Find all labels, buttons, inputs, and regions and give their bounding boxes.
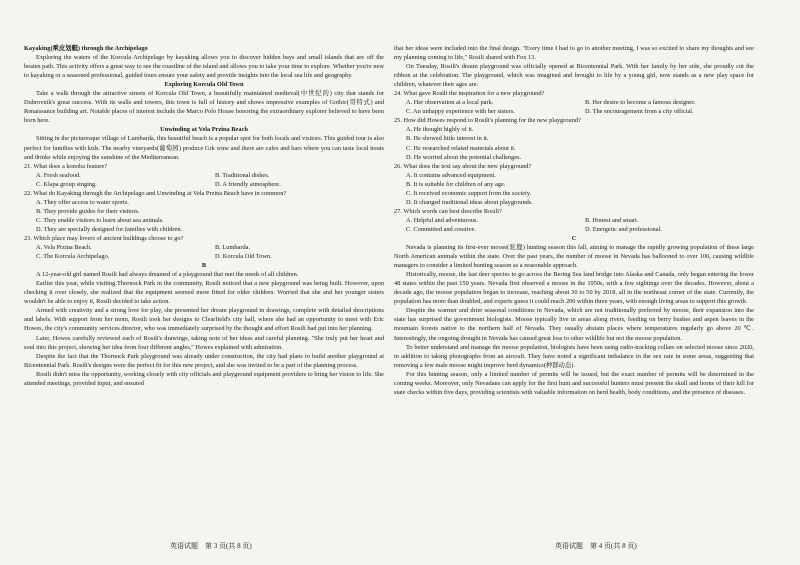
option: D. Korcula Old Town. [215, 253, 272, 261]
paragraph-c5: For this hunting season, only a limited number of permits will be issued, but the exact number of permits will be determined in the coming weeks. Moreover, only Nevadans can apply for the first hunt and successful hunters must present the skull and horns of their kill for state checks within five days, providing scientists with valuable information on herd health, body conditions, and the presence of diseases. [394, 370, 754, 396]
option: D. They are specially designed for families with children. [36, 225, 183, 233]
option: C. The Korcula Archipelago. [36, 253, 110, 261]
option: D. Energetic and professional. [585, 225, 662, 233]
section-b-heading: B [201, 262, 207, 270]
paragraph-b5: Despite the fact that the Thornock Park playground was already under construction, the city had plans to build another playground at Bicentennial Park. Rosili's designs were the perfect fit for this new project, and she was invited to be a part of the planning process. [24, 352, 384, 369]
page-footer-4: 英语试题 第 4 页(共 8 页) [555, 542, 637, 550]
option: B. It is suitable for children of any age. [406, 180, 506, 188]
heading-kayaking: Kayaking(乘皮划艇) through the Archipelago [24, 45, 148, 52]
option: B. He showed little interest in it. [406, 135, 489, 143]
options-23 [24, 243, 384, 261]
options-24 [394, 98, 754, 116]
option: A. Vela Przina Beach. [36, 244, 92, 252]
paragraph-b2: Earlier this year, while visiting Thornock Park in the community, Rosili noticed that a new playground was being built. However, upon checking it over closely, she realized that the equipment seemed more fitted for older children. Worried that she and her younger sisters wouldn't be able to enjoy it, Rosili decided to take action. [24, 280, 384, 306]
page-footer-3: 英语试题 第 3 页(共 8 页) [170, 542, 252, 550]
options-25 [394, 125, 754, 161]
heading-old-town: Exploring Korcula Old Town [164, 81, 244, 89]
question-21: 21. What does a konoba feature? [24, 162, 108, 170]
question-27: 27. Which words can best describe Rosili? [394, 207, 502, 215]
question-22: 22. What do Kayaking through the Archipelago and Unwinding at Vela Przina Beach have in common? [24, 189, 287, 197]
paragraph-old-town: Take a walk through the attractive streets of Korcula Old Town, a beautifully maintained medieval(中世纪的) city that stands for Dubrovnik's great success. With its walls and towers, this town is full of history and shows impressive examples of Gothic(哥特式) and Renaissance building art. Notable places of interest include the Marco Polo House honoring the extraordinary explorer believed to have been born here. [24, 90, 384, 125]
section-c-heading: C [571, 234, 577, 242]
question-25: 25. How did Howes respond to Rosili's planning for the new playground? [394, 117, 581, 125]
option: B. Traditional dishes. [215, 171, 270, 179]
option: B. Lumbarda. [215, 244, 251, 252]
question-23: 23. Which place may lovers of ancient buildings choose to go? [24, 234, 184, 242]
option: B. Honest and smart. [585, 216, 639, 224]
paragraph-r1: that her ideas were included into the final design. "Every time I had to go to another meeting, I was so excited to share my thoughts and see my planning coming to life," Rosili shared with Fox 13. [394, 45, 754, 62]
options-26 [394, 171, 754, 207]
option: A. They offer access to water sports. [36, 198, 129, 206]
paragraph-kayaking: Exploring the waters of the Korcula Archipelago by kayaking allows you to discover hidden bays and small islands that are off the beaten path. This activity offers a great way to see the coastline of the island and allows you to take your time to explore. Whether you're new to kayaking or a seasoned professional, guided tours ensure your safety and provide insights into the local sea life and geography. [24, 54, 384, 80]
paragraph-b4: Later, Howes carefully reviewed each of Rosili's drawings, taking note of her ideas and careful planning. "She truly put her heart and soul into this project, showing her idea from four different angles," Howes explained with admiration. [24, 334, 384, 351]
option: A. It contains advanced equipment. [406, 171, 496, 179]
paragraph-beach: Sitting in the picturesque village of Lumbarda, this beautiful beach is a popular spot for both locals and visitors. This guided tour is also perfect for families with kids. The nearby vineyards(葡萄园) produce Grk wine and there are cafes and bars where you can taste local treats and drinks while enjoying the sunshine of the Mediterranean. [24, 135, 384, 161]
options-27 [394, 216, 754, 234]
options-22 [24, 198, 384, 234]
option: B. Her desire to become a famous designer. [585, 99, 696, 107]
option: C. An unhappy experience with her sisters. [406, 108, 515, 116]
option: A. Fresh seafood. [36, 171, 81, 179]
paragraph-b3: Armed with creativity and a strong love for play, she presented her dream playground in drawings, complete with detailed descriptions and labels. With support from her mom, Rosili took her designs to Clearfield's city hall, where she had an opportunity to meet with Eric Howes, the city's community services director, who was immediately surprised by the thought and effort Rosili had put into her planning. [24, 307, 384, 333]
paragraph-c1: Nevada is planning its first-ever moose(驼鹿) hunting season this fall, aiming to manage the rapidly growing population of these large North American animals within the state. Over the past years, the number of moose in Nevada has ballooned to over 100, causing wildlife managers to consider a limited hunting season as a reasonable approach. [394, 244, 754, 270]
heading-beach: Unwinding at Vela Przina Beach [160, 126, 248, 134]
question-24: 24. What gave Rosili the inspiration for a new playground? [394, 90, 545, 98]
question-26: 26. What does the text say about the new playground? [394, 162, 532, 170]
right-column [394, 44, 754, 397]
option: C. He researched related materials about it. [406, 144, 516, 152]
option: D. The encouragement from a city official. [585, 108, 694, 116]
left-column [24, 44, 384, 388]
options-21 [24, 171, 384, 189]
option: D. A friendly atmosphere. [215, 180, 281, 188]
option: C. Klapa group singing. [36, 180, 97, 188]
paragraph-b6: Rosili didn't miss the opportunity, working closely with city officials and playground equipment providers to bring her vision to life. She attended meetings, provided input, and ensured [24, 370, 384, 387]
paragraph-c3: Despite the warmer and drier seasonal conditions in Nevada, which are not traditionally preferred by moose, their expansion into the state has surprised the government biologists. Moose typically live in areas along rivers, feeding on berry bushes and aspen leaves in the mountain forests native to the northern half of Nevada. They usually abstain places where temperatures regularly go above 20 ℃. Interestingly, the ongoing drought in Nevada has caused great loss to other wildlife but not the moose population. [394, 307, 754, 342]
option: C. They enable visitors to learn about sea animals. [36, 216, 164, 224]
paragraph-c2: Historically, moose, the last deer species to go across the Bering Sea land bridge into Alaska and Canada, only began entering the lower 48 states within the past 150 years. Nevada first observed a moose in the 1950s, with a few sightings over the decades. However, about a decade ago, the moose population began to increase, reaching about 30 to 50 by 2018, all in the northeast corner of the state. Currently, the population has more than doubled, and experts guess it could reach 200 within three years, with enough living areas to support this growth. [394, 271, 754, 306]
option: A. Her observation at a local park. [406, 99, 494, 107]
option: B. They provide guides for their visitors. [36, 207, 140, 215]
paragraph-r2: On Tuesday, Rosili's dream playground was officially opened at Bicentennial Park. With her family by her side, she proudly cut the ribbon at the celebration. The playground, which was imagined and brought to life by a young girl, now stands as a new play space for children, whatever their ages are. [394, 63, 754, 89]
option: D. It changed traditional ideas about playgrounds. [406, 198, 533, 206]
paragraph-c4: To better understand and manage the moose population, biologists have been using radio-tracking collars on selected moose since 2020, in addition to taking photographs from an aircraft. They have noted a significant imbalance in the sex rate in some areas, suggesting that removing a few male moose might improve herd dynamics(种群动态). [394, 343, 754, 369]
option: D. He worried about the potential challenges. [406, 153, 522, 161]
option: C. It received economic support from the society. [406, 189, 532, 197]
option: A. Helpful and adventurous. [406, 216, 479, 224]
option: C. Committed and creative. [406, 225, 476, 233]
paragraph-b1: A 12-year-old girl named Rosili had always dreamed of a playground that met the needs of all children. [36, 271, 299, 279]
option: A. He thought highly of it. [406, 126, 474, 134]
